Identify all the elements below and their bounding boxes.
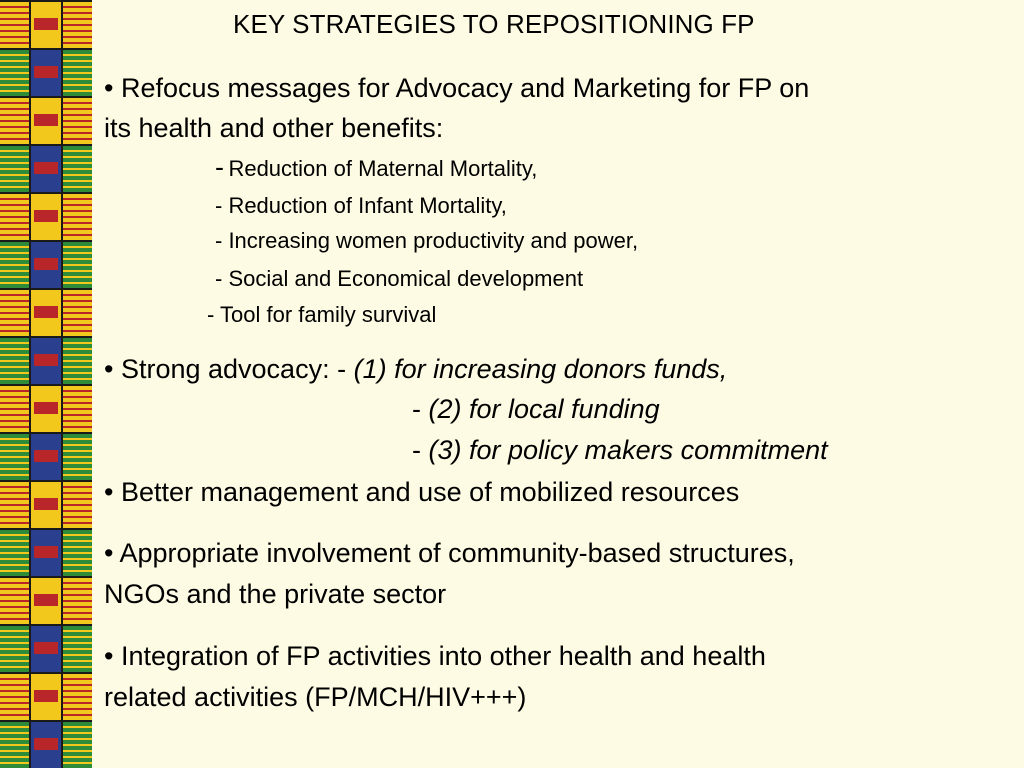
bullet-integration-line1: • Integration of FP activities into other health and health (104, 641, 766, 671)
bullet-advocacy-lead: • Strong advocacy: - (104, 354, 347, 384)
sub-item-family: - Tool for family survival (207, 302, 437, 327)
bullet-integration-line2: related activities (FP/MCH/HIV+++) (104, 682, 527, 712)
sub-item-infant: - Reduction of Infant Mortality, (215, 193, 507, 218)
bullet-management: • Better management and use of mobilized resources (104, 477, 740, 507)
page-title: KEY STRATEGIES TO REPOSITIONING FP (233, 9, 755, 39)
bullet-advocacy (104, 349, 727, 389)
advocacy-item-3: (3) for policy makers commitment (428, 435, 828, 465)
advocacy-dash: - (412, 394, 421, 424)
bullet-refocus-line1: • Refocus messages for Advocacy and Marketing for FP on (104, 73, 810, 103)
sub-item-social: - Social and Economical development (215, 266, 584, 291)
advocacy-item-1: (1) for increasing donors funds, (353, 354, 728, 384)
advocacy-line-3 (412, 430, 828, 470)
sub-item-dash: - (215, 152, 224, 182)
bullet-community-line1: • Appropriate involvement of community-based structures, (104, 538, 795, 568)
bullet-community-line2: NGOs and the private sector (104, 579, 447, 609)
sub-item-maternal-text: Reduction of Maternal Mortality, (228, 156, 538, 181)
advocacy-dash: - (412, 435, 421, 465)
advocacy-line-2 (412, 389, 660, 429)
bullet-refocus-line2: its health and other benefits: (104, 113, 444, 143)
advocacy-item-2: (2) for local funding (428, 394, 660, 424)
sub-item-women: - Increasing women productivity and power, (215, 228, 639, 253)
sub-item-maternal (215, 152, 537, 183)
